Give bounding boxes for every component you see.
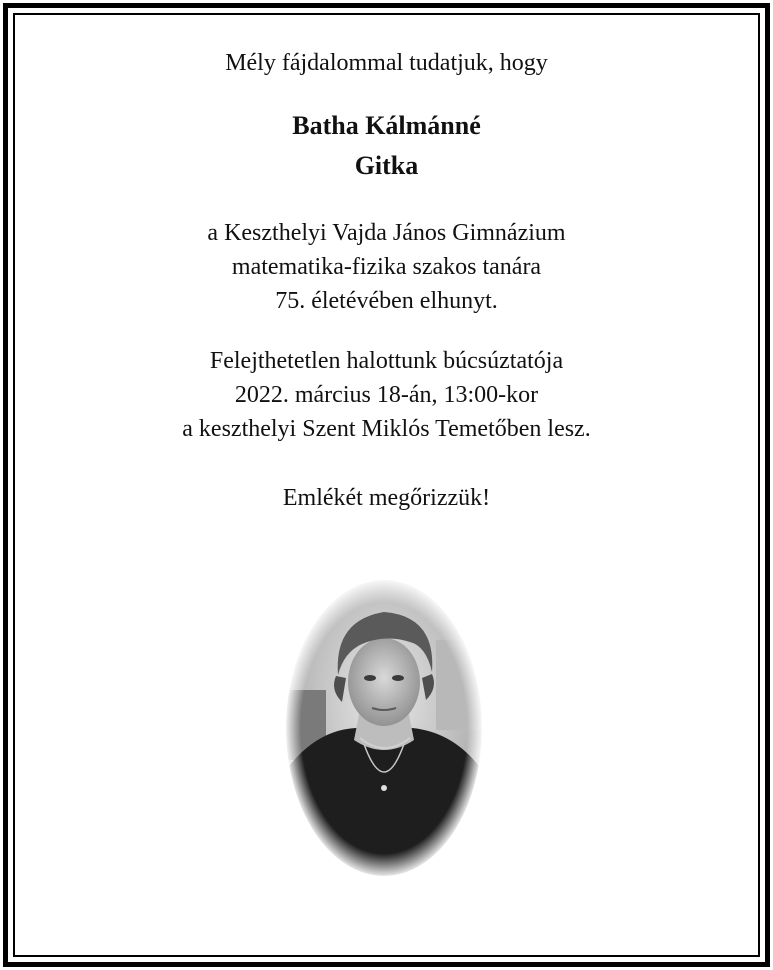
funeral-block (0, 344, 773, 446)
closing-text: Emlékét megőrizzük! (282, 485, 491, 511)
description-block (0, 216, 773, 318)
name-line-2: Gitka (354, 151, 419, 180)
description-line: matematika-fizika szakos tanára (231, 254, 542, 280)
name-line-1: Batha Kálmánné (292, 111, 481, 140)
description-line: a Keszthelyi Vajda János Gimnázium (207, 220, 566, 246)
funeral-line: a keszthelyi Szent Miklós Temetőben lesz. (182, 416, 591, 442)
deceased-name (0, 106, 773, 186)
portrait-photo (286, 580, 482, 876)
funeral-line: Felejthetetlen halottunk búcsúztatója (209, 348, 564, 374)
description-line: 75. életévében elhunyt. (275, 288, 498, 314)
funeral-line: 2022. március 18-án, 13:00-kor (234, 382, 539, 408)
intro-text: Mély fájdalommal tudatjuk, hogy (225, 50, 548, 76)
